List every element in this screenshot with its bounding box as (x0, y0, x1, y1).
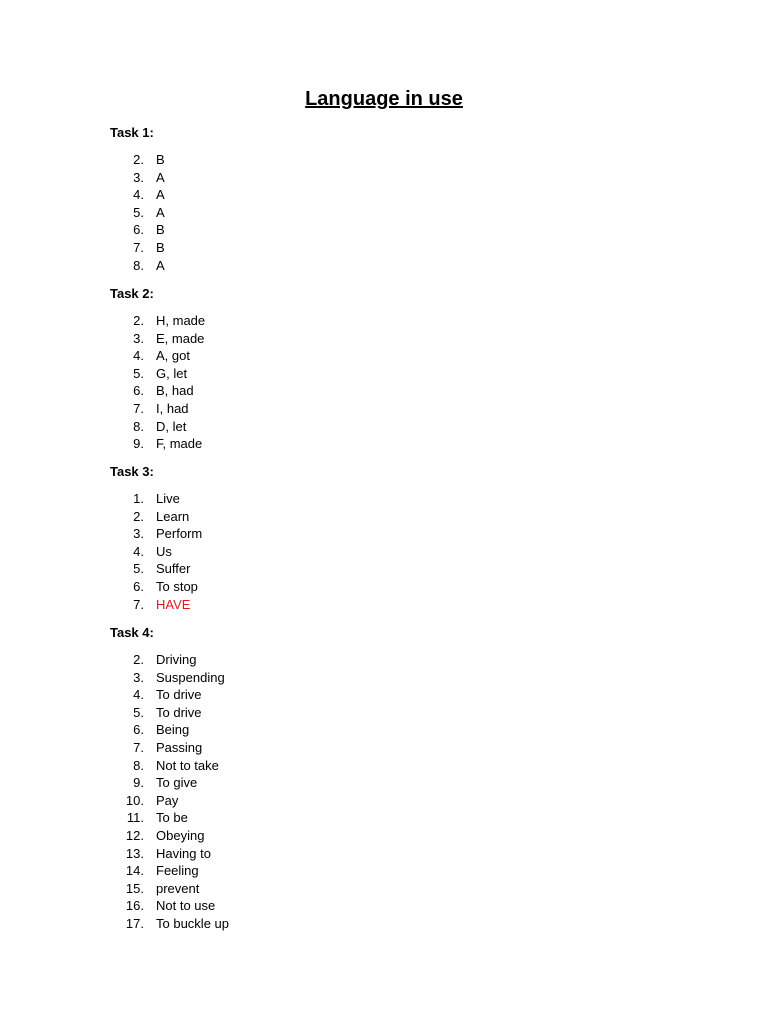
list-item-number: 7. (133, 400, 144, 416)
list-item-number: 5. (133, 704, 144, 720)
list-item-number: 4. (133, 687, 144, 703)
list-item-number: 8. (133, 757, 144, 773)
list-item-text: B (156, 222, 165, 238)
list-item-text: F, made (156, 436, 203, 452)
list-item-text: A, got (156, 348, 190, 364)
list-item-text: A (156, 187, 165, 203)
list-item-number: 8. (133, 418, 144, 434)
task-heading: Task 2: (110, 286, 154, 301)
list-item-number: 4. (133, 348, 144, 364)
list-item-number: 3. (133, 330, 144, 346)
list-item-text: Perform (156, 526, 203, 542)
task-heading: Task 3: (110, 464, 154, 479)
task-heading: Task 1: (110, 125, 154, 140)
list-item-number: 5. (133, 204, 144, 220)
list-item-number: 6. (133, 383, 144, 399)
list-item-number: 6. (133, 222, 144, 238)
list-item-number: 1. (133, 491, 144, 506)
list-item-number: 2. (133, 652, 144, 667)
page-title: Language in use (305, 88, 463, 110)
list-item-number: 10. (125, 792, 144, 808)
list-item-text: prevent (156, 880, 200, 896)
list-item-number: 13. (125, 845, 144, 861)
list-item-number: 7. (133, 596, 144, 612)
list-item-number: 9. (133, 436, 144, 452)
list-item-number: 9. (133, 775, 144, 791)
list-item-text: Having to (156, 845, 211, 861)
list-item-text: Pay (156, 792, 179, 808)
task-heading: Task 4: (110, 625, 154, 640)
list-item-number: 8. (133, 257, 144, 273)
list-item-number: 2. (133, 313, 144, 328)
list-item-number: 2. (133, 152, 144, 167)
list-item-number: 3. (133, 669, 144, 685)
list-item-text: Driving (156, 652, 197, 667)
list-item-text: Passing (156, 739, 203, 755)
list-item-text: A (156, 257, 165, 273)
list-item-text: A (156, 169, 165, 185)
list-item-number: 5. (133, 365, 144, 381)
list-item-text: To give (156, 775, 198, 791)
list-item-text: I, had (156, 400, 189, 416)
list-item-number: 17. (125, 915, 144, 931)
list-item-number: 5. (133, 561, 144, 577)
list-item-number: 11. (126, 810, 144, 826)
list-item-number: 3. (133, 526, 144, 542)
list-item-text: Live (156, 491, 180, 506)
list-item-number: 15. (125, 880, 144, 896)
list-item-number: 12. (125, 827, 144, 843)
list-item-text: To buckle up (156, 915, 229, 931)
list-item-number: 2. (133, 508, 144, 524)
list-item-text: HAVE (156, 596, 191, 612)
list-item-text: Not to use (156, 898, 216, 914)
list-item-text: Not to take (156, 757, 219, 773)
list-item-text: To drive (156, 704, 202, 720)
list-item-text: Us (156, 543, 172, 559)
list-item-number: 7. (133, 239, 144, 255)
list-item-text: Suffer (156, 561, 191, 577)
list-item-text: Obeying (156, 827, 205, 843)
list-item-number: 4. (133, 187, 144, 203)
list-item-text: E, made (156, 330, 205, 346)
list-item-number: 6. (133, 578, 144, 594)
list-item-text: B (156, 152, 165, 167)
list-item-number: 16. (125, 898, 144, 914)
list-item-text: G, let (156, 365, 188, 381)
list-item-text: H, made (156, 313, 206, 328)
list-item-text: Feeling (156, 863, 199, 879)
list-item-text: To stop (156, 578, 198, 594)
list-item-text: D, let (156, 418, 187, 434)
list-item-number: 6. (133, 722, 144, 738)
list-item-number: 3. (133, 169, 144, 185)
list-item-text: To drive (156, 687, 202, 703)
list-item-text: To be (156, 810, 188, 826)
list-item-text: Learn (156, 508, 190, 524)
list-item-text: A (156, 204, 165, 220)
list-item-number: 4. (133, 543, 144, 559)
list-item-text: B, had (156, 383, 194, 399)
list-item-number: 7. (133, 739, 144, 755)
list-item-text: B (156, 239, 165, 255)
list-item-text: Suspending (156, 669, 225, 685)
list-item-text: Being (156, 722, 190, 738)
list-item-number: 14. (125, 863, 144, 879)
